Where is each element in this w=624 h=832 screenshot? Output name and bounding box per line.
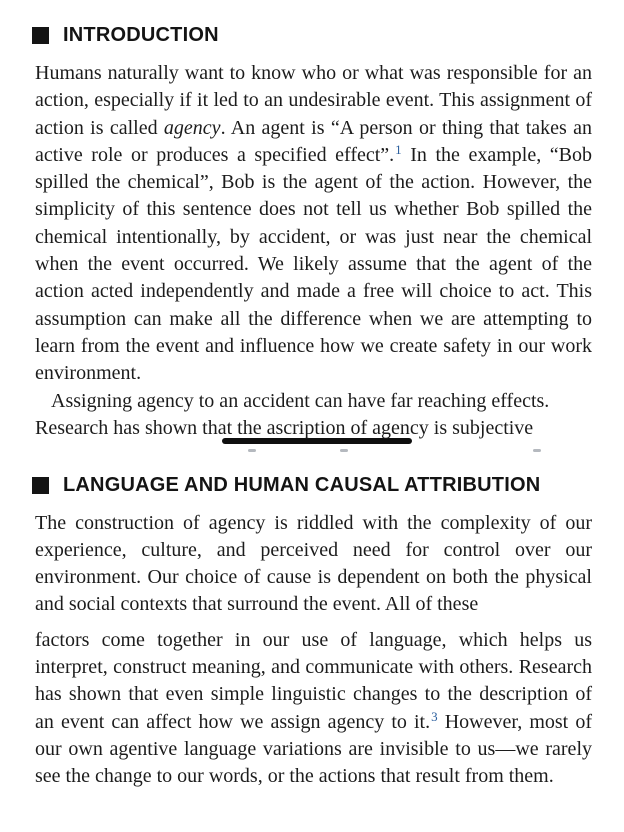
- text-run: In the example, “Bob spilled the chemical”, Bob is the agent of the action. However, the simplicity of this sentence does not tell us whether Bob spilled the chemical intentionally, by accident, or was just near the chemical when the event occurred. We likely assume that the agent of the action acted independently and made a free will choice to act. This assumption can make all the difference when we are attempting to learn from the event and influence how we create safety in our work environment.: [35, 143, 592, 385]
- section-language-and-human-causal-attribution: [35, 474, 592, 791]
- paragraph: [35, 627, 592, 791]
- paragraph: [35, 510, 592, 619]
- paragraph: [35, 60, 592, 388]
- text-remnant-mark: [248, 449, 256, 452]
- text-run: However, most of our own agentive language variations are invisible to us—we rarely see the change to our words, or the actions that result from them.: [35, 710, 593, 788]
- text-remnant-mark: [340, 449, 348, 452]
- section-marker-square-icon: [32, 477, 49, 494]
- text-run: factors come together in our use of language, which helps us interpret, construct meaning, and communicate with others. Research has shown that even simple linguistic changes to the description of an event can affect how we assign agency to it.: [35, 628, 592, 733]
- paragraph: [35, 388, 592, 439]
- footnote-reference[interactable]: 3: [431, 708, 438, 724]
- section-header: [32, 24, 592, 47]
- text-run: agency: [163, 116, 221, 139]
- text-run: Assigning agency to an accident can have far reaching effects.: [51, 389, 550, 412]
- text-run: Research has shown that the ascription of agency is subjective: [35, 416, 534, 439]
- text-run: The construction of agency is riddled with the complexity of our experience, culture, and perceived need for control over our environment. Our choice of cause is dependent on both the physical and social contexts that surround the event. All of these: [35, 511, 592, 616]
- section-title: INTRODUCTION: [63, 24, 219, 46]
- text-run: . An agent is “A person or thing that takes an active role or produces a specified effect”.: [35, 116, 593, 166]
- section-marker-square-icon: [32, 27, 49, 44]
- section-body: [35, 60, 593, 439]
- text-run: Humans naturally want to know who or what was responsible for an action, especially if it led to an undesirable event. This assignment of action is called: [35, 62, 592, 139]
- section-title: LANGUAGE AND HUMAN CAUSAL ATTRIBUTION: [63, 473, 541, 496]
- footnote-reference[interactable]: 1: [395, 141, 402, 157]
- clipped-text-remnants: [35, 444, 592, 456]
- text-remnant-mark: [533, 449, 541, 452]
- section-header: [32, 474, 592, 497]
- section-introduction: [35, 24, 593, 439]
- section-body: [35, 510, 592, 791]
